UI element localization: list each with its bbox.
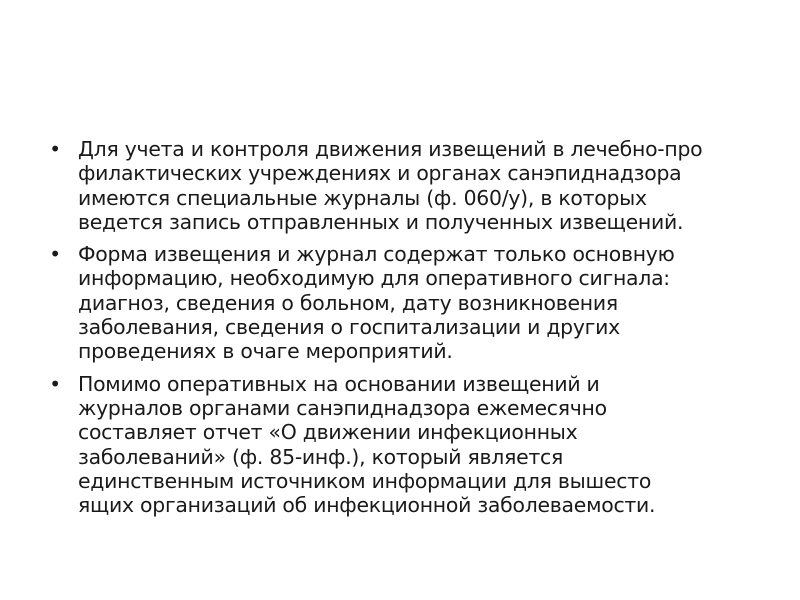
bullet-text-line: диагноз, сведения о больном, дату возникновения (78, 290, 618, 315)
bullet-text-line: Форма извещения и журнал содержат только основную (78, 242, 675, 267)
bullet-text-line: заболеваний» (ф. 85-инф.), который является (78, 444, 563, 469)
bullet-text-line: Для учета и контроля движения извещений в лечебно-про (78, 137, 703, 161)
bullet-marker: • (49, 137, 61, 161)
bullet-marker: • (49, 242, 61, 267)
bullet-text-line: проведениях в очаге мероприятий. (78, 339, 453, 364)
bullet-text-line: ведется запись отправленных и полученных извещений. (78, 209, 684, 234)
bullet-text-line: ящих организаций об инфекционной заболеваемости. (78, 493, 656, 518)
bullet-text-line: журналов органами санэпиднадзора ежемесячно (78, 395, 607, 420)
bullet-item-1 (48, 137, 738, 234)
bullet-text-line: имеются специальные журналы (ф. 060/у), в которых (78, 185, 647, 210)
bullet-text-line: единственным источником информации для вышесто (78, 468, 652, 493)
bullet-item-3 (48, 372, 738, 518)
bullet-list (48, 137, 738, 525)
bullet-text-line: Помимо оперативных на основании извещений и (78, 371, 600, 396)
bullet-text-line: информацию, необходимую для оперативного сигнала: (78, 266, 670, 291)
bullet-text-line: филактических учреждениях и органах санэпиднадзора (78, 161, 682, 186)
bullet-item-2 (48, 242, 738, 363)
bullet-marker: • (49, 371, 61, 396)
bullet-text-line: составляет отчет «О движении инфекционных (78, 420, 578, 445)
bullet-text-line: заболевания, сведения о госпитализации и других (78, 315, 620, 340)
